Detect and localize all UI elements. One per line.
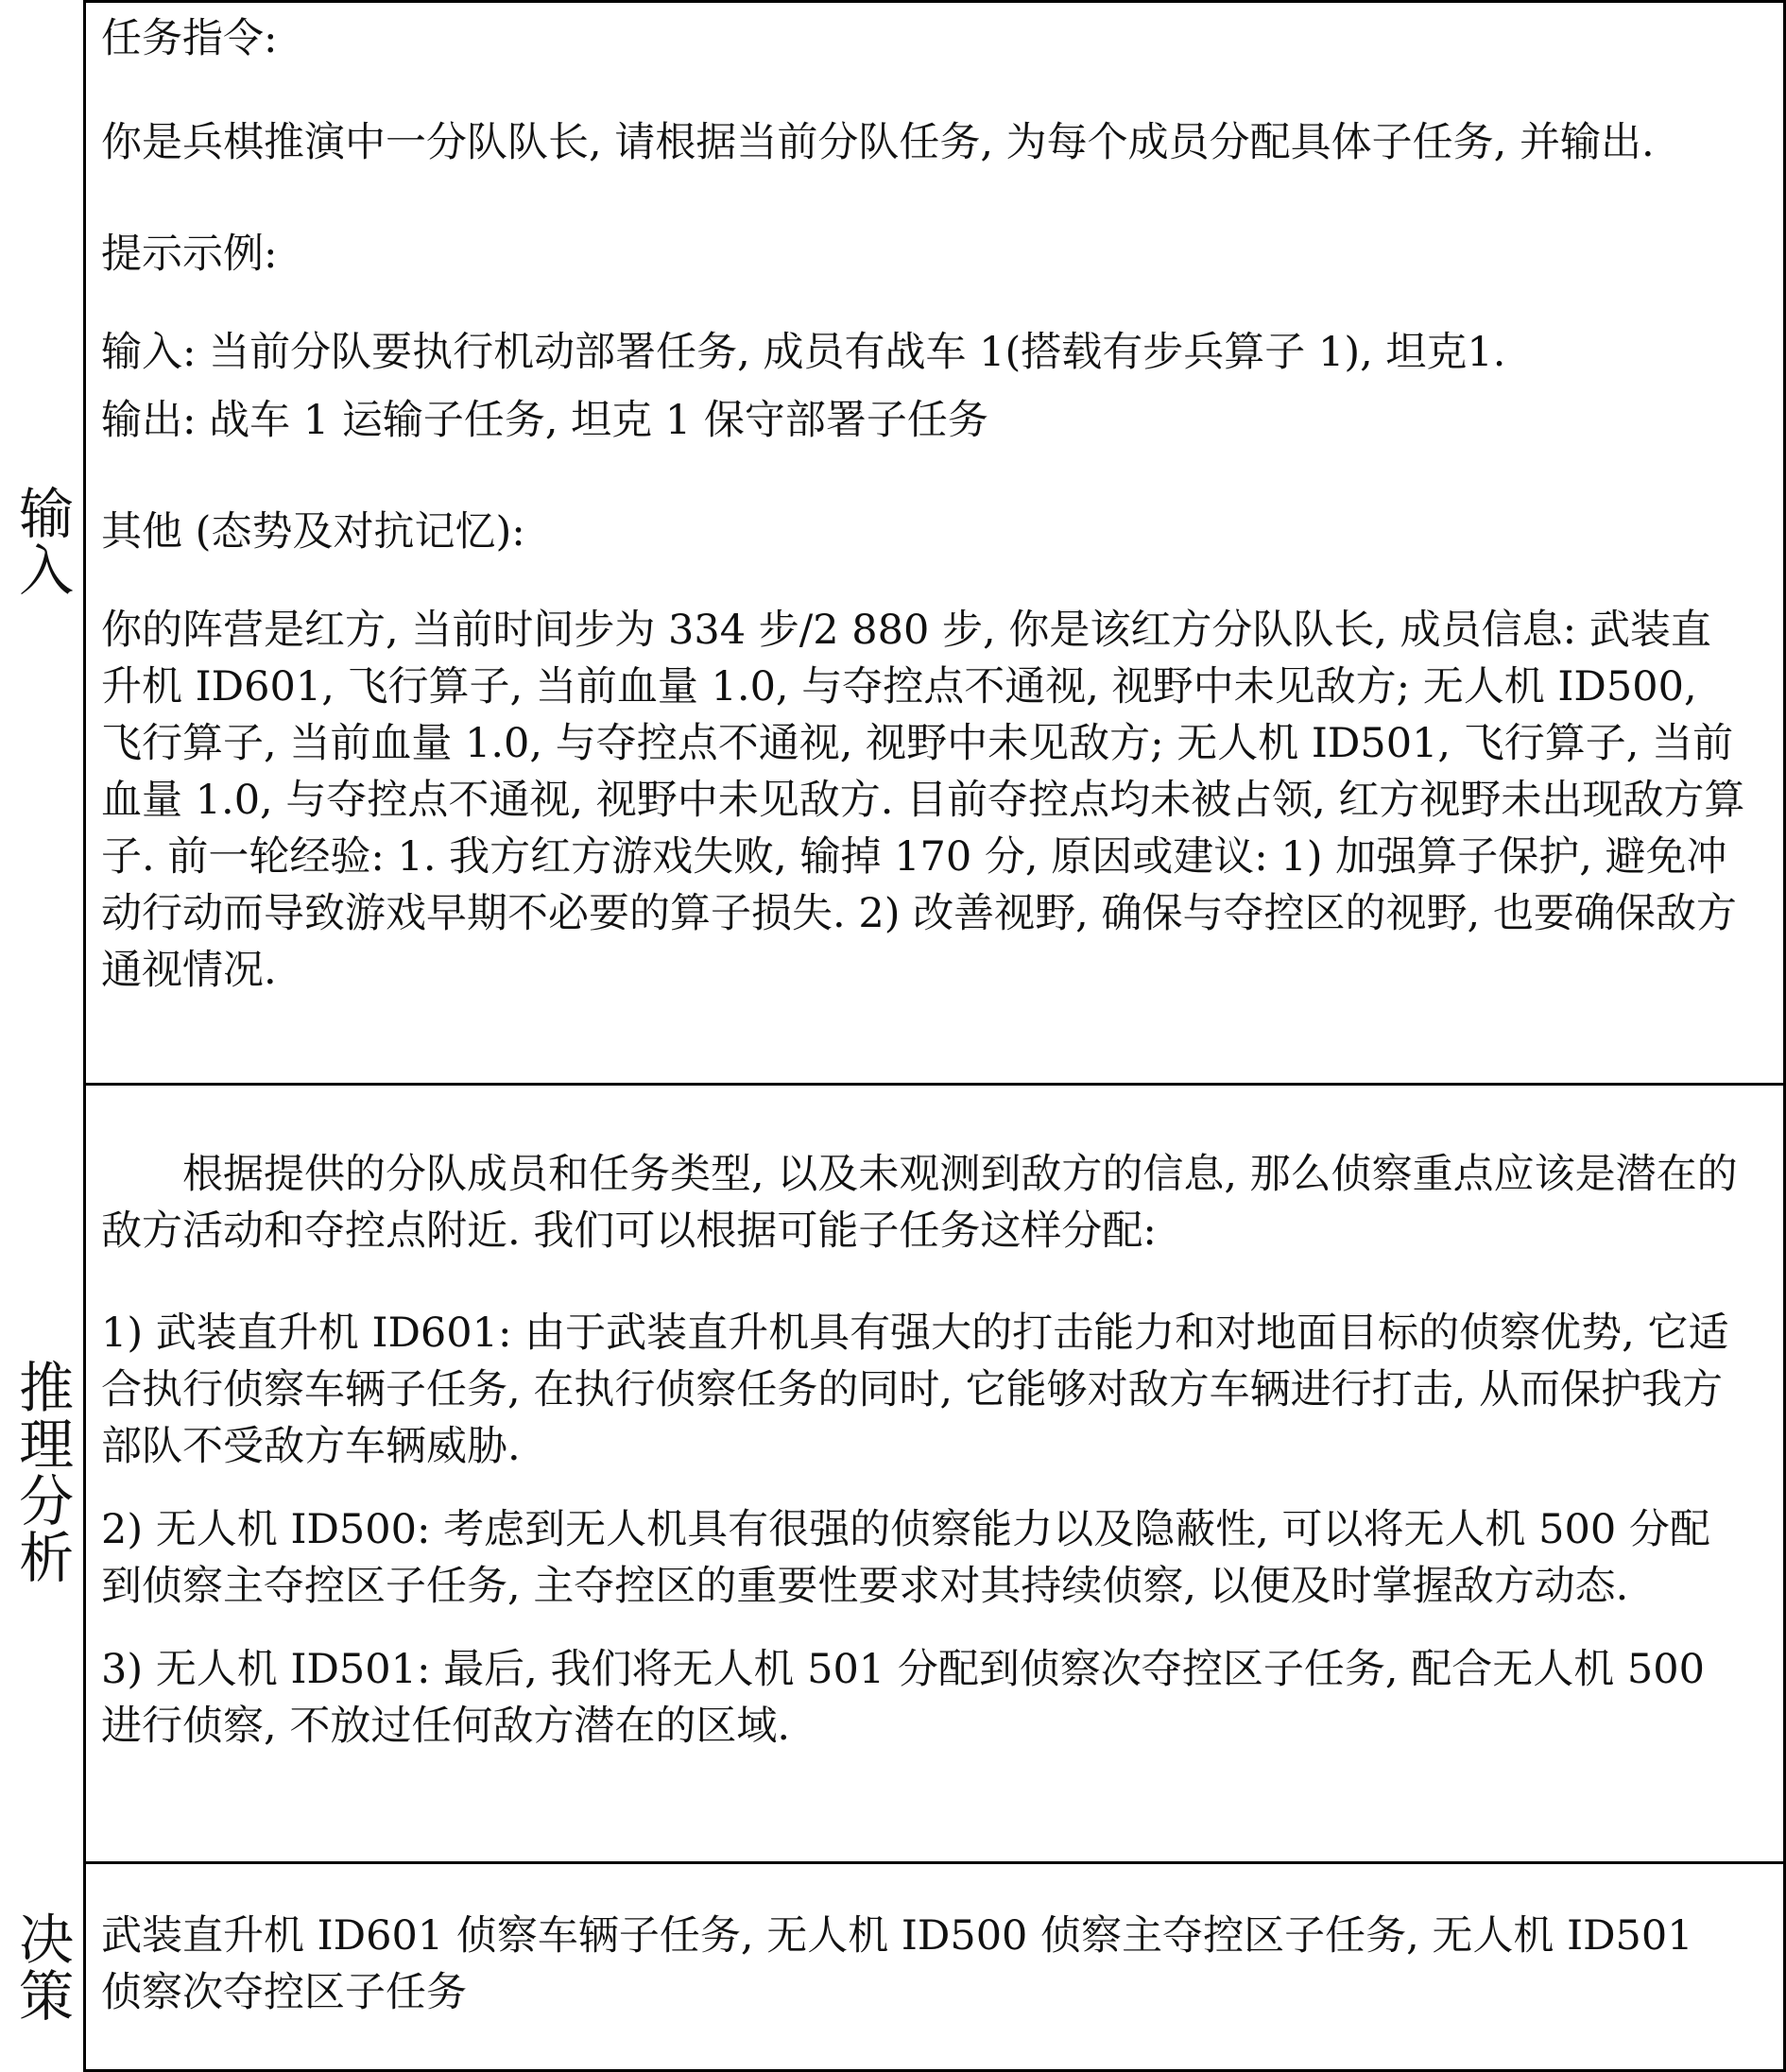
row-label-input <box>0 0 83 1083</box>
instruction-heading: 任务指令: <box>101 15 278 62</box>
decision-text: 武装直升机 ID601 侦察车辆子任务, 无人机 ID500 侦察主夺控区子任务, 无人机 ID501 侦察次夺控区子任务 <box>101 1912 1693 2016</box>
reasoning-cell <box>83 1083 1786 1861</box>
row-label-decision <box>0 1861 83 2072</box>
reasoning-item-1: 1) 武装直升机 ID601: 由于武装直升机具有强大的打击能力和对地面目标的侦察优势, 它适合执行侦察车辆子任务, 在执行侦察任务的同时, 它能够对敌方车辆进行打击, 从而保护我方部队不受敌方车辆威胁. <box>101 1310 1729 1470</box>
decision-cell <box>83 1861 1786 2072</box>
context-text: 你的阵营是红方, 当前时间步为 334 步/2 880 步, 你是该红方分队队长, 成员信息: 武装直升机 ID601, 飞行算子, 当前血量 1.0, 与夺控点不通视, 视野中未见敌方; 无人机 ID500, 飞行算子, 当前血量 1.0, 与夺控点不通视, 视野中未见敌方; 无人机 ID501, 飞行算子, 当前血量 1.0, 与夺控点不通视, 视野中未见敌方. 目前夺控点均未被占领, 红方视野未出现敌方算子. 前一轮经验: 1. 我方红方游戏失败, 输掉 170 分, 原因或建议: 1) 加强算子保护, 避免冲动行动而导致游戏早期不必要的算子损失. 2) 改善视野, 确保与夺控区的视野, 也要确保敌方通视情况. <box>101 607 1745 994</box>
context-heading: 其他 (态势及对抗记忆): <box>101 508 525 556</box>
reasoning-item-2: 2) 无人机 ID500: 考虑到无人机具有很强的侦察能力以及隐蔽性, 可以将无人机 500 分配到侦察主夺控区子任务, 主夺控区的重要性要求对其持续侦察, 以便及时掌握敌方动态. <box>101 1506 1710 1610</box>
reasoning-item-3: 3) 无人机 ID501: 最后, 我们将无人机 501 分配到侦察次夺控区子任务, 配合无人机 500 进行侦察, 不放过任何敌方潜在的区域. <box>101 1646 1705 1750</box>
row-label-text: 决策 <box>9 1909 75 2024</box>
reasoning-intro: 根据提供的分队成员和任务类型, 以及未观测到敌方的信息, 那么侦察重点应该是潜在的敌方活动和夺控点附近. 我们可以根据可能子任务这样分配: <box>101 1151 1738 1255</box>
row-label-text: 推理分析 <box>9 1359 75 1585</box>
row-label-reasoning <box>0 1083 83 1861</box>
example-input: 输入: 当前分队要执行机动部署任务, 成员有战车 1(搭载有步兵算子 1), 坦克1. <box>101 329 1506 376</box>
row-label-text: 输入 <box>9 485 75 598</box>
instruction-text: 你是兵棋推演中一分队队长, 请根据当前分队任务, 为每个成员分配具体子任务, 并输出. <box>101 119 1655 166</box>
input-cell <box>83 0 1786 1083</box>
example-heading: 提示示例: <box>101 231 278 278</box>
example-output: 输出: 战车 1 运输子任务, 坦克 1 保守部署子任务 <box>101 397 988 444</box>
